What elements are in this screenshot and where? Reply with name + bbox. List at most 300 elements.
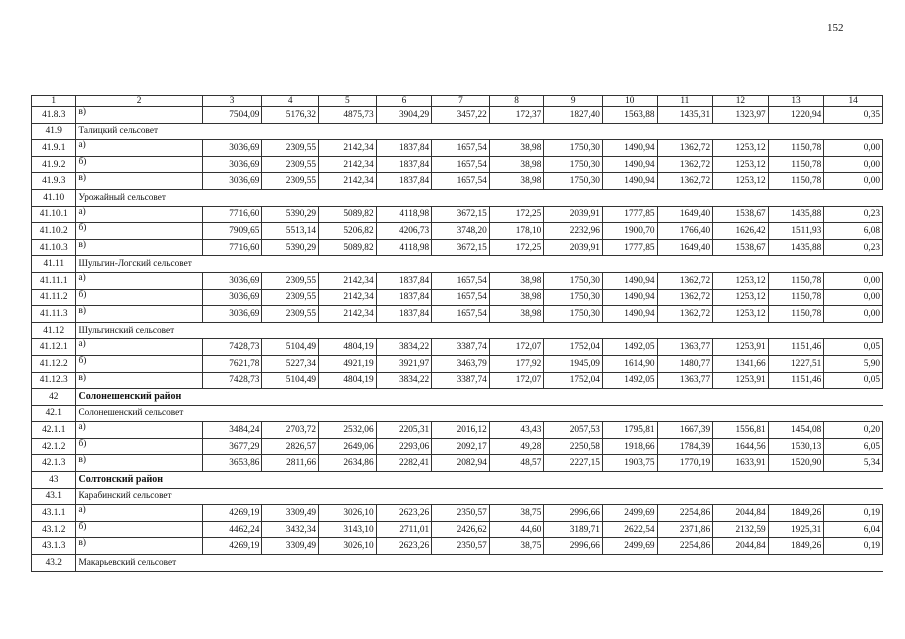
- table-row: [32, 156, 883, 173]
- value-cell: 0,23: [824, 239, 883, 256]
- value-cell: 0,00: [824, 289, 883, 306]
- value-cell: 2250,58: [544, 438, 603, 455]
- value-cell: 3309,49: [262, 505, 319, 522]
- row-subitem: в): [76, 107, 202, 124]
- value-cell: 2996,66: [544, 538, 603, 555]
- value-cell: 38,98: [489, 289, 544, 306]
- value-cell: 2039,91: [544, 239, 603, 256]
- table-row: [32, 521, 883, 538]
- value-cell: 1362,72: [657, 289, 713, 306]
- value-cell: 1750,30: [544, 272, 603, 289]
- value-cell: 2227,15: [544, 455, 603, 472]
- value-cell: 49,28: [489, 438, 544, 455]
- value-cell: 5089,82: [319, 206, 377, 223]
- value-cell: 2044,84: [713, 538, 769, 555]
- value-cell: 1918,66: [602, 438, 657, 455]
- value-cell: 3463,79: [432, 355, 490, 372]
- value-cell: 0,05: [824, 339, 883, 356]
- value-cell: 5089,82: [319, 239, 377, 256]
- value-cell: 38,98: [489, 156, 544, 173]
- row-code: 41.12.3: [32, 372, 76, 389]
- value-cell: 3026,10: [319, 538, 377, 555]
- district-row: [32, 472, 883, 489]
- value-cell: 1657,54: [432, 306, 490, 323]
- value-cell: 1362,72: [657, 140, 713, 157]
- value-cell: 1837,84: [376, 173, 432, 190]
- value-cell: 1750,30: [544, 140, 603, 157]
- value-cell: 0,20: [824, 422, 883, 439]
- value-cell: 1752,04: [544, 372, 603, 389]
- column-number-cell: 4: [262, 96, 319, 107]
- value-cell: 2703,72: [262, 422, 319, 439]
- value-cell: 38,75: [489, 505, 544, 522]
- value-cell: 3036,69: [202, 140, 262, 157]
- value-cell: 4875,73: [319, 107, 377, 124]
- value-cell: 2142,34: [319, 272, 377, 289]
- value-cell: 5,34: [824, 455, 883, 472]
- row-subitem: а): [76, 422, 202, 439]
- value-cell: 0,23: [824, 206, 883, 223]
- value-cell: 5227,34: [262, 355, 319, 372]
- value-cell: 1253,12: [713, 173, 769, 190]
- row-code: 43.1.2: [32, 521, 76, 538]
- value-cell: 1752,04: [544, 339, 603, 356]
- table-row: [32, 272, 883, 289]
- row-subitem: а): [76, 339, 202, 356]
- value-cell: 1750,30: [544, 289, 603, 306]
- value-cell: 0,05: [824, 372, 883, 389]
- value-cell: 178,10: [489, 223, 544, 240]
- value-cell: 38,98: [489, 140, 544, 157]
- value-cell: 2309,55: [262, 272, 319, 289]
- row-code: 41.8.3: [32, 107, 76, 124]
- value-cell: 1435,88: [768, 239, 824, 256]
- value-cell: 1770,19: [657, 455, 713, 472]
- value-cell: 3904,29: [376, 107, 432, 124]
- value-cell: 177,92: [489, 355, 544, 372]
- value-cell: 3309,49: [262, 538, 319, 555]
- table-row: [32, 306, 883, 323]
- value-cell: 5390,29: [262, 206, 319, 223]
- row-subitem: в): [76, 372, 202, 389]
- table-row: [32, 538, 883, 555]
- table-row: [32, 422, 883, 439]
- table-row: [32, 140, 883, 157]
- value-cell: 2426,62: [432, 521, 490, 538]
- column-number-cell: 6: [376, 96, 432, 107]
- value-cell: 3036,69: [202, 289, 262, 306]
- value-cell: 2371,86: [657, 521, 713, 538]
- row-subitem: в): [76, 239, 202, 256]
- table-row: [32, 173, 883, 190]
- value-cell: 1435,31: [657, 107, 713, 124]
- row-subitem: в): [76, 455, 202, 472]
- value-cell: 1750,30: [544, 173, 603, 190]
- value-cell: 1490,94: [602, 156, 657, 173]
- column-number-row: [32, 96, 883, 107]
- council-name: Урожайный сельсовет: [76, 189, 883, 206]
- value-cell: 1777,85: [602, 206, 657, 223]
- district-row: [32, 389, 883, 406]
- row-subitem: в): [76, 173, 202, 190]
- value-cell: 1827,40: [544, 107, 603, 124]
- value-cell: 1362,72: [657, 156, 713, 173]
- value-cell: 1530,13: [768, 438, 824, 455]
- value-cell: 3036,69: [202, 156, 262, 173]
- value-cell: 5390,29: [262, 239, 319, 256]
- council-name: Шульгин-Логский сельсовет: [76, 256, 883, 273]
- value-cell: 1837,84: [376, 289, 432, 306]
- value-cell: 5513,14: [262, 223, 319, 240]
- value-cell: 1633,91: [713, 455, 769, 472]
- value-cell: 7428,73: [202, 339, 262, 356]
- value-cell: 1667,39: [657, 422, 713, 439]
- value-cell: 3026,10: [319, 505, 377, 522]
- value-cell: 1556,81: [713, 422, 769, 439]
- value-cell: 1511,93: [768, 223, 824, 240]
- value-cell: 2622,54: [602, 521, 657, 538]
- row-subitem: а): [76, 272, 202, 289]
- value-cell: 5104,49: [262, 372, 319, 389]
- row-code: 41.9.3: [32, 173, 76, 190]
- value-cell: 2254,86: [657, 505, 713, 522]
- value-cell: 1435,88: [768, 206, 824, 223]
- value-cell: 7909,65: [202, 223, 262, 240]
- value-cell: 1649,40: [657, 239, 713, 256]
- value-cell: 3432,34: [262, 521, 319, 538]
- value-cell: 1363,77: [657, 339, 713, 356]
- table-row: [32, 355, 883, 372]
- value-cell: 1454,08: [768, 422, 824, 439]
- row-code: 41.12: [32, 322, 76, 339]
- value-cell: 2826,57: [262, 438, 319, 455]
- value-cell: 172,07: [489, 339, 544, 356]
- value-cell: 2142,34: [319, 306, 377, 323]
- value-cell: 1563,88: [602, 107, 657, 124]
- value-cell: 4269,19: [202, 505, 262, 522]
- value-cell: 1750,30: [544, 306, 603, 323]
- council-name: Шульгинский сельсовет: [76, 322, 883, 339]
- value-cell: 1227,51: [768, 355, 824, 372]
- council-row: [32, 488, 883, 505]
- value-cell: 1614,90: [602, 355, 657, 372]
- value-cell: 1492,05: [602, 372, 657, 389]
- value-cell: 2499,69: [602, 538, 657, 555]
- value-cell: 2092,17: [432, 438, 490, 455]
- row-subitem: а): [76, 505, 202, 522]
- value-cell: 7504,09: [202, 107, 262, 124]
- value-cell: 5104,49: [262, 339, 319, 356]
- value-cell: 0,00: [824, 140, 883, 157]
- value-cell: 4118,98: [376, 206, 432, 223]
- value-cell: 38,98: [489, 173, 544, 190]
- value-cell: 6,04: [824, 521, 883, 538]
- value-cell: 1480,77: [657, 355, 713, 372]
- council-row: [32, 256, 883, 273]
- value-cell: 1837,84: [376, 140, 432, 157]
- value-cell: 4462,24: [202, 521, 262, 538]
- value-cell: 2996,66: [544, 505, 603, 522]
- value-cell: 172,37: [489, 107, 544, 124]
- value-cell: 1253,12: [713, 272, 769, 289]
- value-cell: 5176,32: [262, 107, 319, 124]
- value-cell: 3457,22: [432, 107, 490, 124]
- value-cell: 1925,31: [768, 521, 824, 538]
- value-cell: 1837,84: [376, 306, 432, 323]
- value-cell: 1520,90: [768, 455, 824, 472]
- value-cell: 5,90: [824, 355, 883, 372]
- value-cell: 2057,53: [544, 422, 603, 439]
- council-row: [32, 123, 883, 140]
- value-cell: 172,07: [489, 372, 544, 389]
- row-subitem: б): [76, 438, 202, 455]
- value-cell: 2282,41: [376, 455, 432, 472]
- table-row: [32, 206, 883, 223]
- value-cell: 3653,86: [202, 455, 262, 472]
- value-cell: 2254,86: [657, 538, 713, 555]
- value-cell: 1766,40: [657, 223, 713, 240]
- value-cell: 1490,94: [602, 272, 657, 289]
- value-cell: 6,05: [824, 438, 883, 455]
- value-cell: 3036,69: [202, 173, 262, 190]
- row-subitem: б): [76, 289, 202, 306]
- value-cell: 1490,94: [602, 173, 657, 190]
- row-code: 41.12.2: [32, 355, 76, 372]
- value-cell: 2532,06: [319, 422, 377, 439]
- table-body: [32, 107, 883, 572]
- value-cell: 4118,98: [376, 239, 432, 256]
- value-cell: 172,25: [489, 239, 544, 256]
- value-cell: 3387,74: [432, 372, 490, 389]
- row-code: 43: [32, 472, 76, 489]
- value-cell: 2142,34: [319, 140, 377, 157]
- value-cell: 1341,66: [713, 355, 769, 372]
- row-subitem: б): [76, 521, 202, 538]
- row-code: 41.10.1: [32, 206, 76, 223]
- value-cell: 1253,12: [713, 140, 769, 157]
- value-cell: 1362,72: [657, 173, 713, 190]
- value-cell: 0,35: [824, 107, 883, 124]
- value-cell: 1150,78: [768, 306, 824, 323]
- row-code: 41.10: [32, 189, 76, 206]
- row-subitem: в): [76, 538, 202, 555]
- value-cell: 4269,19: [202, 538, 262, 555]
- column-number-cell: 13: [768, 96, 824, 107]
- value-cell: 3036,69: [202, 272, 262, 289]
- row-code: 41.10.2: [32, 223, 76, 240]
- value-cell: 1150,78: [768, 289, 824, 306]
- row-code: 43.1.3: [32, 538, 76, 555]
- table-row: [32, 455, 883, 472]
- row-code: 41.11: [32, 256, 76, 273]
- value-cell: 2499,69: [602, 505, 657, 522]
- row-code: 41.11.3: [32, 306, 76, 323]
- value-cell: 1538,67: [713, 239, 769, 256]
- value-cell: 2623,26: [376, 505, 432, 522]
- value-cell: 1657,54: [432, 272, 490, 289]
- row-code: 41.9.2: [32, 156, 76, 173]
- tariff-table: [31, 95, 883, 572]
- value-cell: 1903,75: [602, 455, 657, 472]
- value-cell: 1837,84: [376, 156, 432, 173]
- column-number-cell: 5: [319, 96, 377, 107]
- value-cell: 1649,40: [657, 206, 713, 223]
- row-subitem: б): [76, 223, 202, 240]
- value-cell: 1849,26: [768, 505, 824, 522]
- value-cell: 7716,60: [202, 206, 262, 223]
- value-cell: 48,57: [489, 455, 544, 472]
- value-cell: 1657,54: [432, 289, 490, 306]
- value-cell: 2350,57: [432, 538, 490, 555]
- column-number-cell: 10: [602, 96, 657, 107]
- value-cell: 1150,78: [768, 272, 824, 289]
- value-cell: 1490,94: [602, 306, 657, 323]
- value-cell: 2293,06: [376, 438, 432, 455]
- value-cell: 2142,34: [319, 156, 377, 173]
- column-number-cell: 11: [657, 96, 713, 107]
- row-subitem: а): [76, 206, 202, 223]
- value-cell: 2711,01: [376, 521, 432, 538]
- row-subitem: б): [76, 355, 202, 372]
- value-cell: 1750,30: [544, 156, 603, 173]
- value-cell: 5206,82: [319, 223, 377, 240]
- council-name: Талицкий сельсовет: [76, 123, 883, 140]
- council-row: [32, 189, 883, 206]
- column-number-cell: 12: [713, 96, 769, 107]
- value-cell: 7621,78: [202, 355, 262, 372]
- row-subitem: а): [76, 140, 202, 157]
- value-cell: 1490,94: [602, 140, 657, 157]
- value-cell: 1626,42: [713, 223, 769, 240]
- table-row: [32, 239, 883, 256]
- row-code: 42: [32, 389, 76, 406]
- value-cell: 4804,19: [319, 339, 377, 356]
- value-cell: 1492,05: [602, 339, 657, 356]
- value-cell: 2205,31: [376, 422, 432, 439]
- value-cell: 1490,94: [602, 289, 657, 306]
- value-cell: 1777,85: [602, 239, 657, 256]
- value-cell: 1362,72: [657, 272, 713, 289]
- column-number-cell: 2: [76, 96, 202, 107]
- row-code: 43.1.1: [32, 505, 76, 522]
- value-cell: 3672,15: [432, 206, 490, 223]
- value-cell: 6,08: [824, 223, 883, 240]
- column-number-cell: 8: [489, 96, 544, 107]
- value-cell: 1900,70: [602, 223, 657, 240]
- value-cell: 3834,22: [376, 372, 432, 389]
- value-cell: 1657,54: [432, 173, 490, 190]
- value-cell: 2309,55: [262, 140, 319, 157]
- value-cell: 1784,39: [657, 438, 713, 455]
- row-code: 41.11.2: [32, 289, 76, 306]
- value-cell: 1362,72: [657, 306, 713, 323]
- value-cell: 7428,73: [202, 372, 262, 389]
- value-cell: 172,25: [489, 206, 544, 223]
- value-cell: 3748,20: [432, 223, 490, 240]
- value-cell: 1150,78: [768, 173, 824, 190]
- value-cell: 2350,57: [432, 505, 490, 522]
- value-cell: 2016,12: [432, 422, 490, 439]
- district-name: Солонешенский район: [76, 389, 883, 406]
- value-cell: 43,43: [489, 422, 544, 439]
- value-cell: 1150,78: [768, 140, 824, 157]
- table-row: [32, 339, 883, 356]
- value-cell: 4804,19: [319, 372, 377, 389]
- value-cell: 3387,74: [432, 339, 490, 356]
- value-cell: 1657,54: [432, 156, 490, 173]
- value-cell: 38,98: [489, 272, 544, 289]
- table-row: [32, 223, 883, 240]
- value-cell: 4921,19: [319, 355, 377, 372]
- value-cell: 2044,84: [713, 505, 769, 522]
- value-cell: 3143,10: [319, 521, 377, 538]
- value-cell: 38,75: [489, 538, 544, 555]
- value-cell: 2623,26: [376, 538, 432, 555]
- column-number-cell: 9: [544, 96, 603, 107]
- value-cell: 2309,55: [262, 306, 319, 323]
- value-cell: 3677,29: [202, 438, 262, 455]
- value-cell: 3834,22: [376, 339, 432, 356]
- row-code: 41.12.1: [32, 339, 76, 356]
- value-cell: 1151,46: [768, 339, 824, 356]
- column-number-cell: 1: [32, 96, 76, 107]
- value-cell: 2039,91: [544, 206, 603, 223]
- table-row: [32, 289, 883, 306]
- value-cell: 3036,69: [202, 306, 262, 323]
- page-number: 152: [827, 22, 844, 34]
- value-cell: 3672,15: [432, 239, 490, 256]
- council-row: [32, 322, 883, 339]
- row-code: 42.1.1: [32, 422, 76, 439]
- column-number-cell: 3: [202, 96, 262, 107]
- value-cell: 1644,56: [713, 438, 769, 455]
- value-cell: 4206,73: [376, 223, 432, 240]
- value-cell: 1849,26: [768, 538, 824, 555]
- value-cell: 1538,67: [713, 206, 769, 223]
- value-cell: 2142,34: [319, 173, 377, 190]
- value-cell: 1363,77: [657, 372, 713, 389]
- value-cell: 1657,54: [432, 140, 490, 157]
- table-row: [32, 107, 883, 124]
- council-row: [32, 405, 883, 422]
- value-cell: 3189,71: [544, 521, 603, 538]
- value-cell: 2132,59: [713, 521, 769, 538]
- value-cell: 1151,46: [768, 372, 824, 389]
- row-code: 41.10.3: [32, 239, 76, 256]
- row-code: 43.1: [32, 488, 76, 505]
- value-cell: 38,98: [489, 306, 544, 323]
- council-name: Солонешенский сельсовет: [76, 405, 883, 422]
- value-cell: 1253,91: [713, 339, 769, 356]
- value-cell: 0,19: [824, 505, 883, 522]
- value-cell: 1795,81: [602, 422, 657, 439]
- value-cell: 2309,55: [262, 173, 319, 190]
- value-cell: 1253,12: [713, 289, 769, 306]
- value-cell: 3484,24: [202, 422, 262, 439]
- table-row: [32, 505, 883, 522]
- value-cell: 2811,66: [262, 455, 319, 472]
- value-cell: 0,00: [824, 173, 883, 190]
- value-cell: 1220,94: [768, 107, 824, 124]
- row-code: 43.2: [32, 555, 76, 572]
- value-cell: 2082,94: [432, 455, 490, 472]
- value-cell: 1253,91: [713, 372, 769, 389]
- value-cell: 0,19: [824, 538, 883, 555]
- row-code: 42.1.3: [32, 455, 76, 472]
- value-cell: 0,00: [824, 156, 883, 173]
- value-cell: 1253,12: [713, 156, 769, 173]
- value-cell: 2142,34: [319, 289, 377, 306]
